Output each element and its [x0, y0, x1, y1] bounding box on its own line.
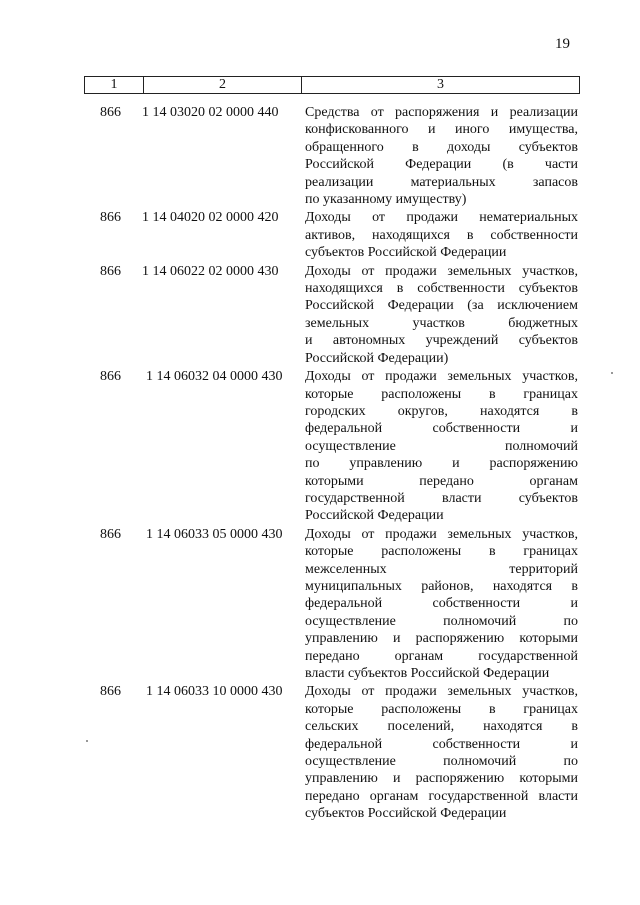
column-header-table	[84, 76, 580, 94]
description-line: земельных участков бюджетных	[305, 315, 578, 331]
table-row	[84, 526, 584, 683]
scan-speck	[86, 740, 88, 742]
description-line: и автономных учреждений субъектов	[305, 333, 578, 349]
description-line: конфискованного и иного имущества,	[305, 122, 578, 138]
table-row	[84, 209, 584, 261]
description-line: Доходы от продажи земельных участков,	[305, 684, 578, 700]
description-line: по указанному имуществу)	[305, 192, 467, 208]
description-line: федеральной собственности и	[305, 596, 578, 612]
budget-classification-code: 1 14 03020 02 0000 440	[142, 105, 279, 120]
description-line: субъектов Российской Федерации	[305, 806, 507, 822]
description-line: активов, находящихся в собственности	[305, 227, 578, 243]
description-line: которые расположены в границах	[305, 544, 578, 560]
description-line: Доходы от продажи земельных участков,	[305, 369, 578, 385]
description-line: которыми передано органам	[305, 473, 578, 489]
revenue-code-list	[84, 104, 584, 823]
admin-code: 866	[100, 684, 121, 700]
table-row	[84, 104, 584, 208]
description-line: государственной власти субъектов	[305, 490, 578, 506]
description-line: которые расположены в границах	[305, 386, 578, 402]
description-line: осуществление полномочий по	[305, 613, 578, 629]
revenue-description	[305, 209, 578, 261]
description-line: передано органам государственной власти	[305, 788, 578, 804]
description-line: Российской Федерации (за исключением	[305, 298, 578, 314]
admin-code: 866	[100, 369, 121, 385]
description-line: Доходы от продажи нематериальных	[305, 210, 578, 226]
table-row	[84, 263, 584, 367]
description-line: субъектов Российской Федерации	[305, 245, 507, 261]
admin-code: 866	[100, 263, 121, 279]
description-line: находящихся в собственности субъектов	[305, 281, 578, 297]
admin-code: 866	[100, 105, 121, 120]
description-line: управлению и распоряжению которыми	[305, 771, 578, 787]
description-line: муниципальных районов, находятся в	[305, 578, 578, 594]
description-line: Российской Федерации)	[305, 350, 449, 366]
budget-classification-code: 1 14 04020 02 0000 420	[142, 210, 279, 226]
description-line: Российской Федерации	[305, 508, 444, 524]
budget-classification-code: 1 14 06033 10 0000 430	[146, 684, 283, 700]
table-row	[84, 368, 584, 525]
description-line: Доходы от продажи земельных участков,	[305, 526, 578, 542]
description-line: Средства от распоряжения и реализации	[305, 105, 578, 120]
admin-code: 866	[100, 526, 121, 542]
revenue-description	[305, 683, 578, 822]
column-header-row	[85, 77, 580, 94]
revenue-description	[305, 104, 578, 208]
description-line: межселенных территорий	[305, 561, 578, 577]
revenue-description	[305, 263, 578, 367]
description-line: Российской Федерации (в части	[305, 157, 578, 173]
description-line: федеральной собственности и	[305, 736, 578, 752]
column-header-1: 1	[85, 77, 144, 94]
description-line: городских округов, находятся в	[305, 403, 578, 419]
budget-classification-code: 1 14 06022 02 0000 430	[142, 263, 279, 279]
description-line: Доходы от продажи земельных участков,	[305, 263, 578, 279]
column-header-2: 2	[144, 77, 302, 94]
description-line: которые расположены в границах	[305, 701, 578, 717]
column-header-3: 3	[302, 77, 580, 94]
admin-code: 866	[100, 210, 121, 226]
description-line: реализации материальных запасов	[305, 174, 578, 190]
revenue-description	[305, 368, 578, 525]
page-number: 19	[555, 36, 570, 52]
description-line: власти субъектов Российской Федерации	[305, 666, 550, 681]
description-line: федеральной собственности и	[305, 421, 578, 437]
description-line: по управлению и распоряжению	[305, 456, 578, 472]
budget-classification-code: 1 14 06033 05 0000 430	[146, 526, 283, 542]
description-line: передано органам государственной	[305, 648, 578, 664]
description-line: осуществление полномочий по	[305, 754, 578, 770]
description-line: сельских поселений, находятся в	[305, 719, 578, 735]
description-line: обращенного в доходы субъектов	[305, 139, 578, 155]
description-line: управлению и распоряжению которыми	[305, 631, 578, 647]
table-row	[84, 683, 584, 822]
scan-speck	[611, 372, 613, 374]
description-line: осуществление полномочий	[305, 438, 578, 454]
budget-classification-code: 1 14 06032 04 0000 430	[146, 369, 283, 385]
revenue-description	[305, 526, 578, 683]
